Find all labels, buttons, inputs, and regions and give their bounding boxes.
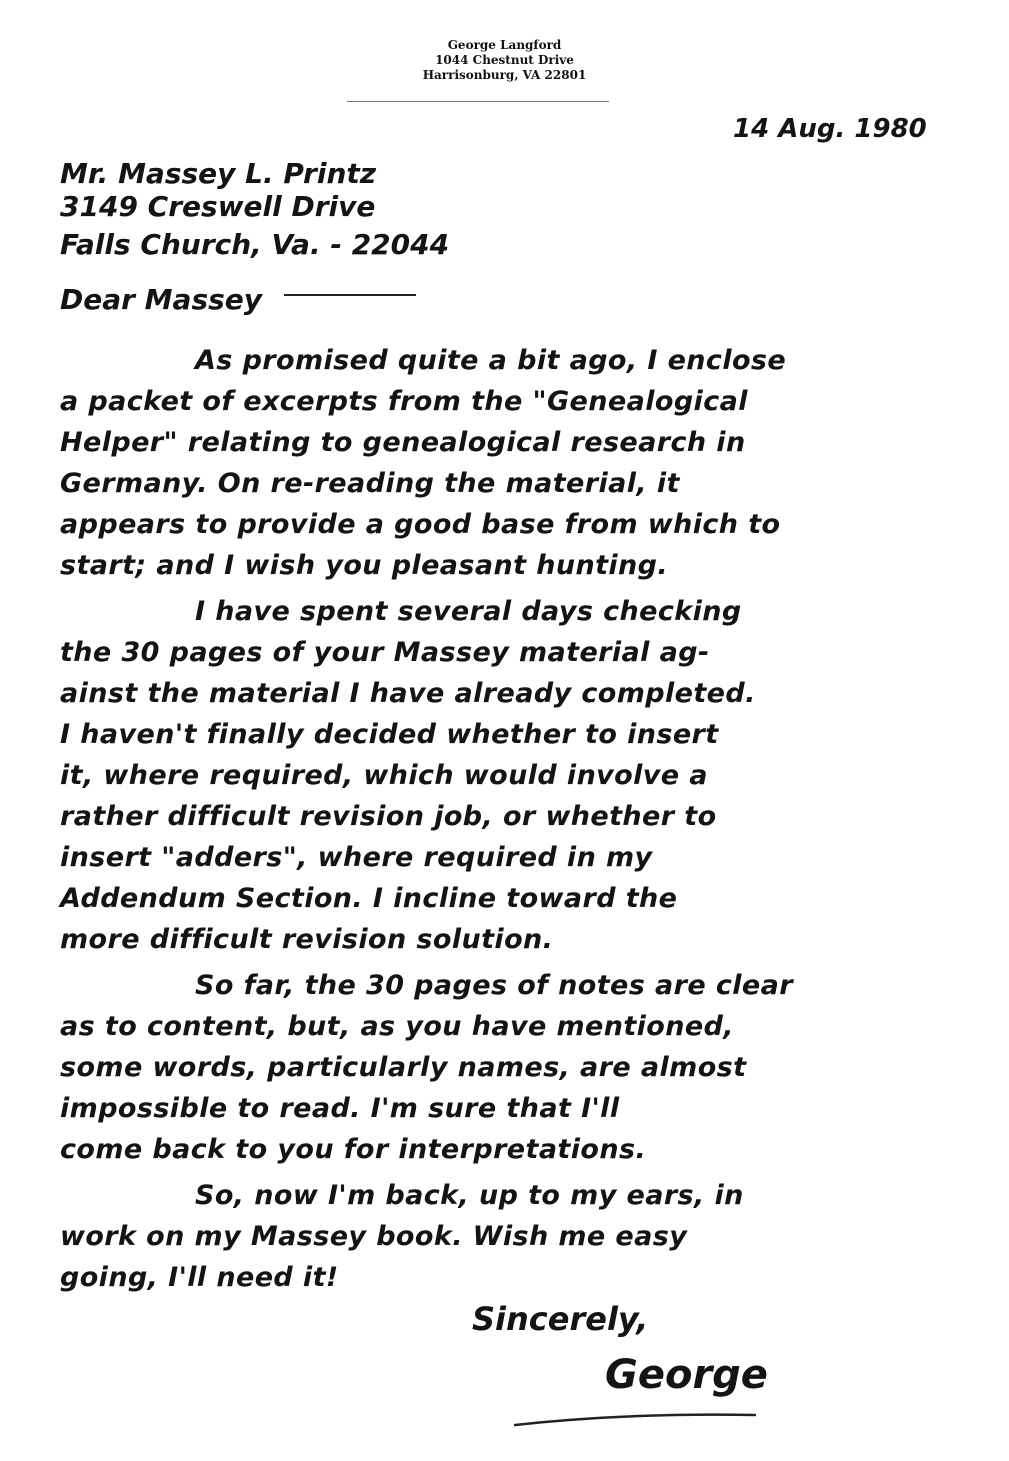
body-line: Addendum Section. I incline toward the bbox=[60, 883, 678, 914]
recipient-city: Falls Church, Va. - 22044 bbox=[60, 228, 450, 261]
body-line: ainst the material I have already completed. bbox=[60, 678, 756, 709]
body-line: So far, the 30 pages of notes are clear bbox=[195, 970, 793, 1001]
body-line: appears to provide a good base from which to bbox=[60, 509, 781, 540]
body-line: as to content, but, as you have mentioned, bbox=[60, 1011, 734, 1042]
body-line: Helper" relating to genealogical research in bbox=[60, 427, 746, 458]
recipient-street: 3149 Creswell Drive bbox=[60, 190, 376, 223]
letterhead-city: Harrisonburg, VA 22801 bbox=[422, 68, 587, 82]
body-line: impossible to read. I'm sure that I'll bbox=[60, 1093, 620, 1124]
body-line: As promised quite a bit ago, I enclose bbox=[195, 345, 787, 376]
body-line: rather difficult revision job, or whether to bbox=[60, 801, 717, 832]
body-line: I haven't finally decided whether to insert bbox=[60, 719, 719, 750]
body-line: So, now I'm back, up to my ears, in bbox=[195, 1180, 744, 1211]
body-line: work on my Massey book. Wish me easy bbox=[60, 1221, 688, 1252]
body-line: it, where required, which would involve a bbox=[60, 760, 708, 791]
body-line: Germany. On re-reading the material, it bbox=[60, 468, 680, 499]
body-line: I have spent several days checking bbox=[195, 596, 742, 627]
salutation: Dear Massey bbox=[60, 283, 263, 316]
closing: Sincerely, bbox=[472, 1300, 649, 1338]
recipient-name: Mr. Massey L. Printz bbox=[60, 157, 377, 190]
signature: George bbox=[605, 1352, 768, 1398]
body-line: start; and I wish you pleasant hunting. bbox=[60, 550, 669, 581]
body-line: insert "adders", where required in my bbox=[60, 842, 653, 873]
letter-date: 14 Aug. 1980 bbox=[733, 114, 927, 144]
body-line: some words, particularly names, are almost bbox=[60, 1052, 747, 1083]
letterhead-divider bbox=[347, 101, 609, 102]
body-line: the 30 pages of your Massey material ag- bbox=[60, 637, 710, 668]
letterhead-name: George Langford bbox=[447, 38, 562, 52]
letterhead-street: 1044 Chestnut Drive bbox=[435, 53, 574, 67]
signature-flourish-icon bbox=[510, 1395, 760, 1435]
body-line: more difficult revision solution. bbox=[60, 924, 554, 955]
body-line: going, I'll need it! bbox=[60, 1262, 339, 1293]
salutation-dash bbox=[284, 294, 416, 296]
body-line: come back to you for interpretations. bbox=[60, 1134, 647, 1165]
letterhead bbox=[0, 38, 1009, 83]
body-line: a packet of excerpts from the "Genealogical bbox=[60, 386, 748, 417]
